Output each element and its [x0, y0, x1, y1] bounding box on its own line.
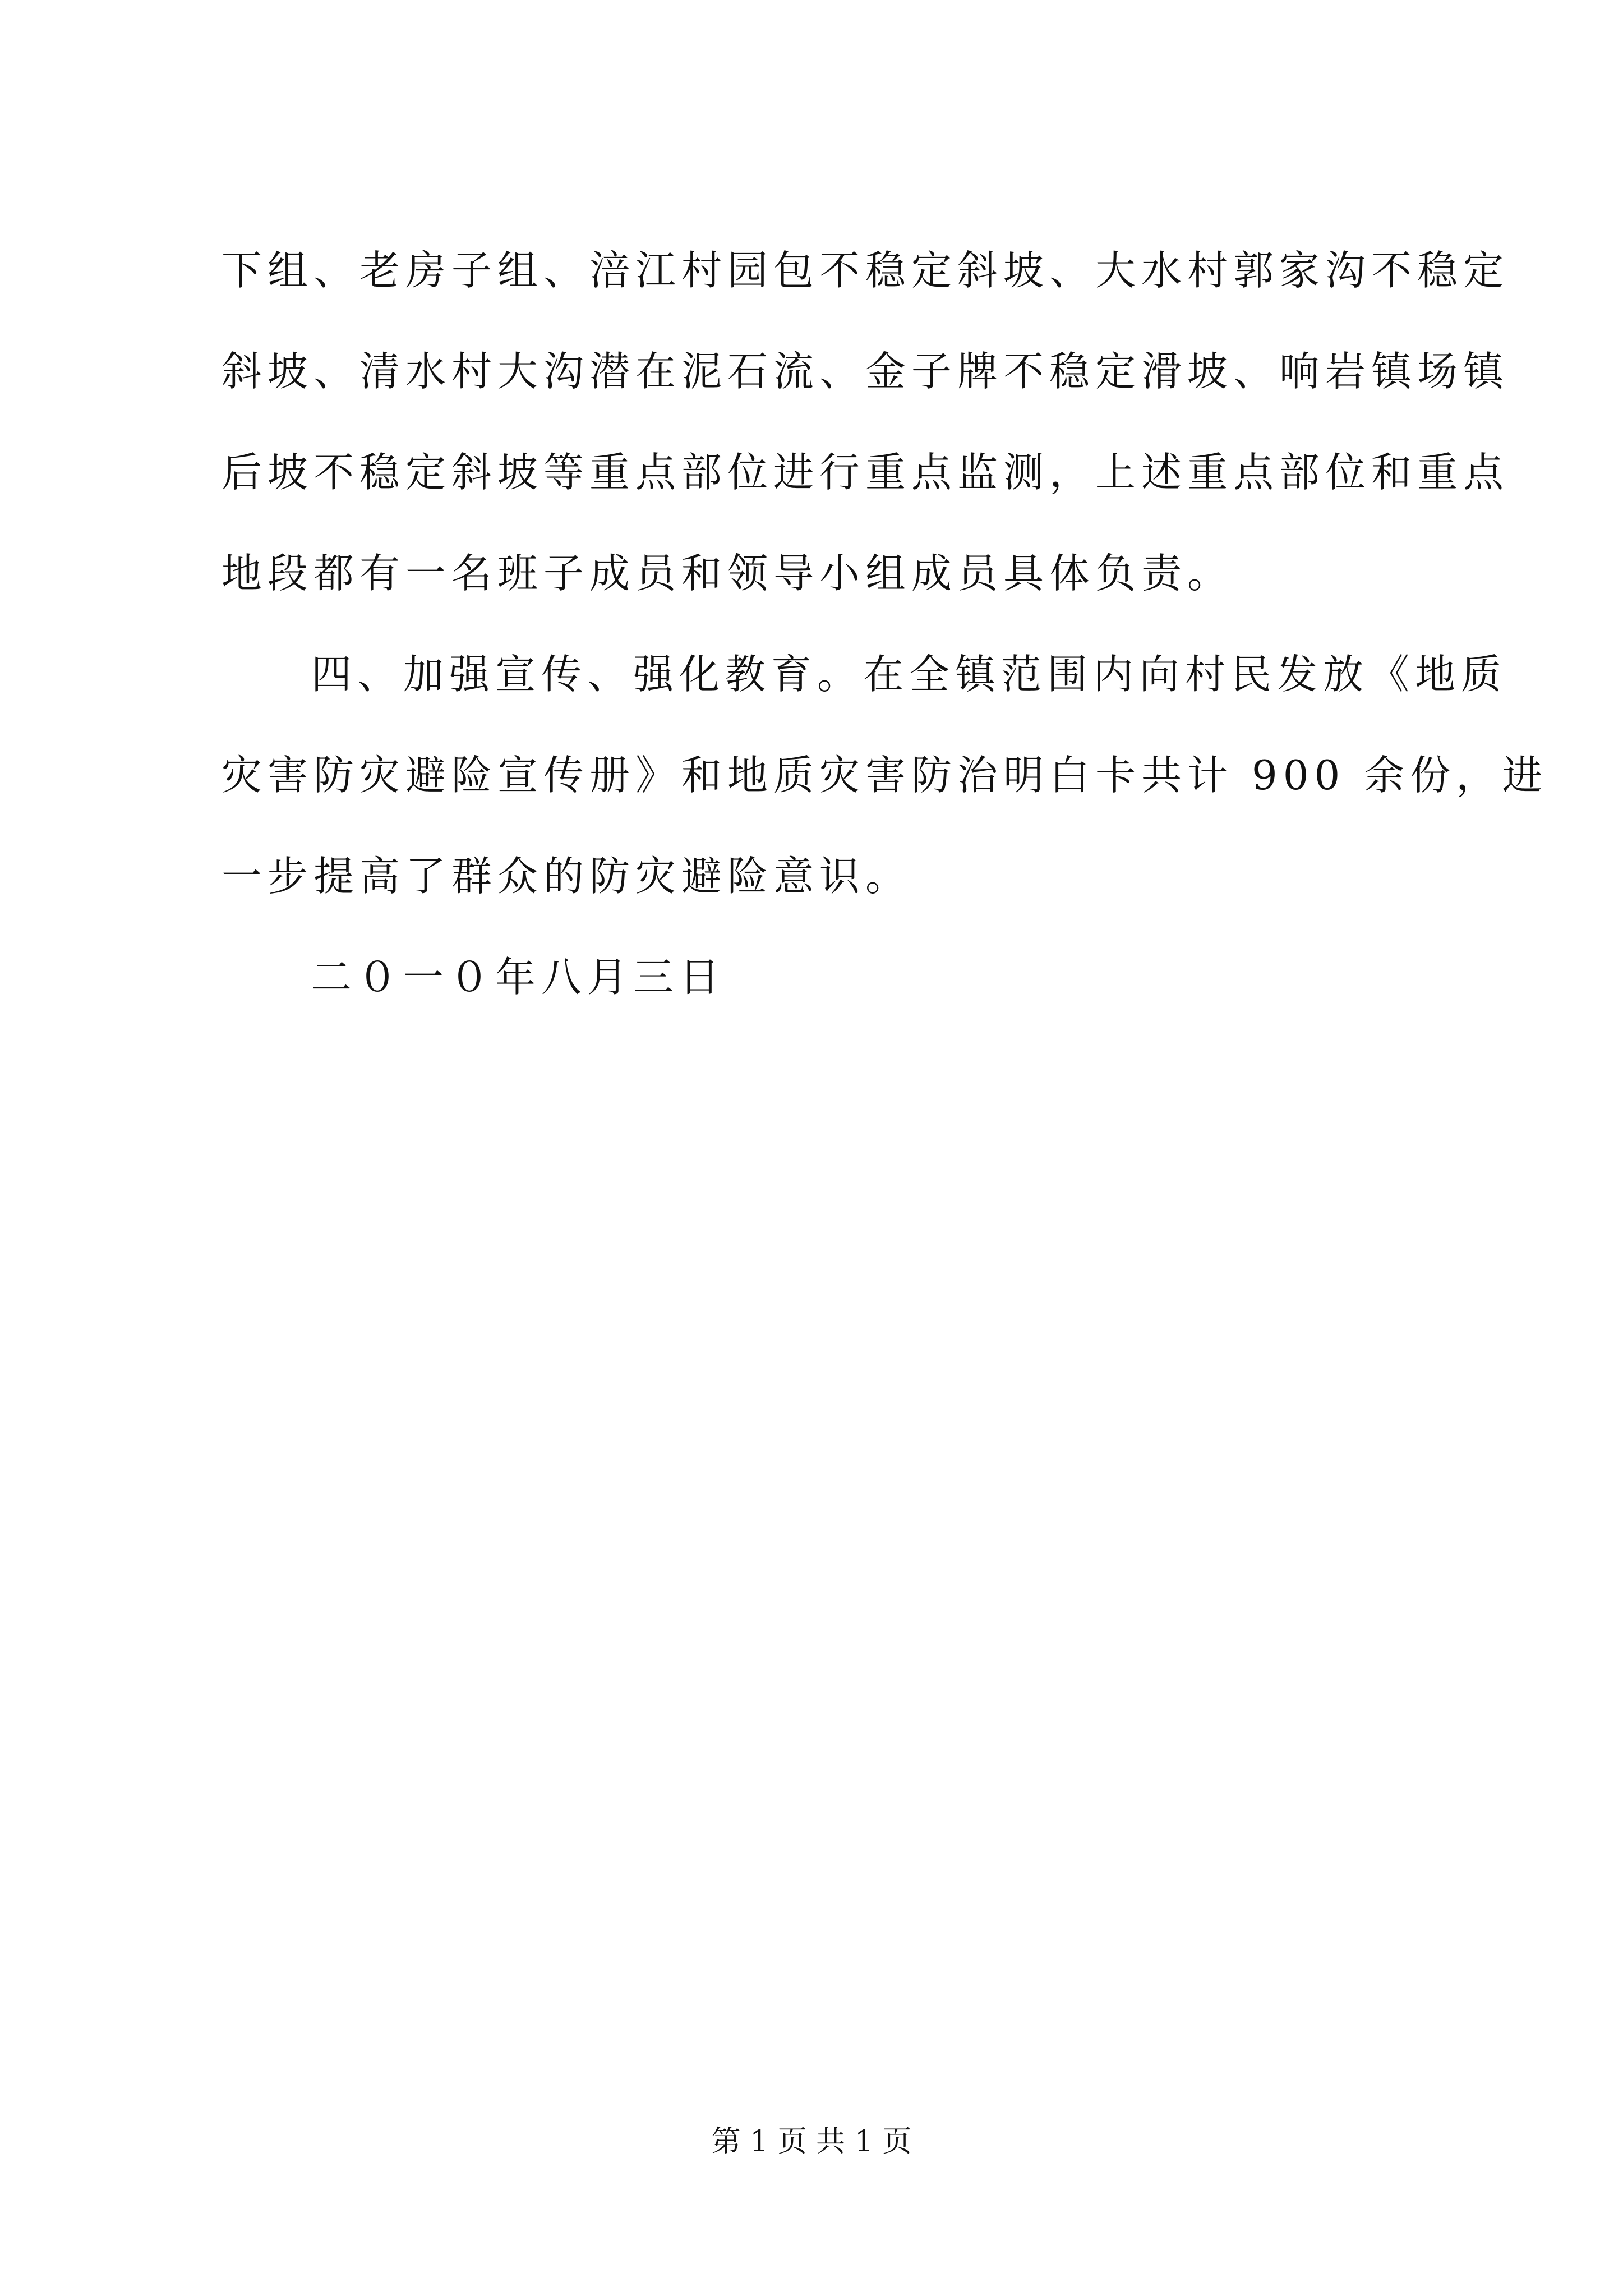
body-line-7: 一步提高了群众的防灾避险意识。	[222, 853, 912, 900]
body-line-1: 下组、老房子组、涪江村园包不稳定斜坡、大水村郭家沟不稳定	[222, 247, 1510, 294]
body-line-3: 后坡不稳定斜坡等重点部位进行重点监测，上述重点部位和重点	[222, 449, 1510, 496]
document-body	[222, 247, 1548, 1058]
document-date: 二０一０年八月三日	[311, 954, 726, 1001]
section-four-heading-line: 四、加强宣传、强化教育。在全镇范围内向村民发放《地质	[311, 651, 1507, 698]
body-line-4: 地段都有一名班子成员和领导小组成员具体负责。	[222, 550, 1234, 597]
body-line-2: 斜坡、清水村大沟潜在泥石流、金子牌不稳定滑坡、响岩镇场镇	[222, 348, 1510, 395]
page-footer	[0, 2125, 1623, 2159]
page-number-label: 第 1 页 共 1 页	[711, 2125, 912, 2159]
body-line-6: 灾害防灾避险宣传册》和地质灾害防治明白卡共计 900 余份，进	[222, 752, 1548, 799]
